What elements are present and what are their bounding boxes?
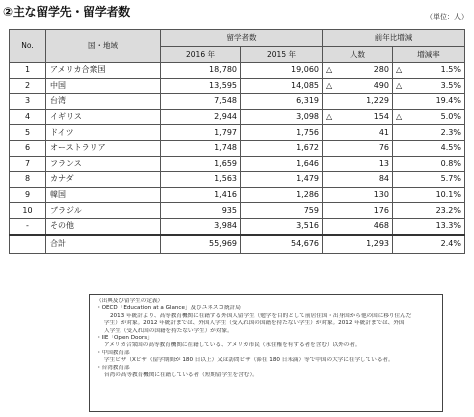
cell-rate — [393, 156, 465, 172]
cell-count — [323, 109, 393, 125]
cell-no: 3 — [10, 94, 46, 110]
total-row — [10, 235, 465, 254]
cell-country: その他 — [46, 218, 161, 234]
cell-no: 2 — [10, 78, 46, 94]
cell-2015: 1,756 — [241, 125, 323, 141]
note-line: 人学生（受入れ国の国籍を持たない学生）が対象。 — [104, 327, 233, 334]
cell-2015: 3,516 — [241, 218, 323, 234]
cell-count-sign: △ — [326, 112, 333, 122]
cell-no: 5 — [10, 125, 46, 141]
cell-rate — [393, 140, 465, 156]
cell-rate — [393, 187, 465, 203]
cell-2016: 1,416 — [161, 187, 241, 203]
cell-rate — [393, 172, 465, 188]
cell-2016: 7,548 — [161, 94, 241, 110]
cell-rate-value: 5.0% — [440, 112, 461, 122]
page-title: ②主な留学先・留学者数 — [3, 5, 130, 19]
header-2015: 2015 年 — [241, 47, 323, 63]
cell-count-sign: △ — [326, 65, 333, 75]
cell-no: 8 — [10, 172, 46, 188]
cell-2015: 759 — [241, 203, 323, 219]
cell-count-value: 13 — [378, 158, 389, 168]
cell-no: 7 — [10, 156, 46, 172]
total-label: 合計 — [46, 235, 161, 254]
cell-no: 1 — [10, 63, 46, 79]
cell-country: ブラジル — [46, 203, 161, 219]
cell-rate-sign: △ — [396, 80, 403, 90]
cell-country: イギリス — [46, 109, 161, 125]
cell-count — [323, 218, 393, 234]
note-line: 2013 年統計より、高等教育機関に在籍する外国人留学生（勉学を目的として前居住国・出身国から他の国に移り住んだ — [110, 312, 412, 319]
cell-no: 6 — [10, 140, 46, 156]
cell-country: オーストラリア — [46, 140, 161, 156]
header-rate: 増減率 — [393, 47, 465, 63]
cell-2016: 1,797 — [161, 125, 241, 141]
total-2015: 54,676 — [241, 235, 323, 254]
cell-rate-value: 3.5% — [440, 80, 461, 90]
cell-rate-value: 4.5% — [440, 143, 461, 153]
cell-rate — [393, 125, 465, 141]
cell-country: アメリカ合衆国 — [46, 63, 161, 79]
cell-rate-value: 13.3% — [435, 221, 461, 231]
cell-rate-value: 23.2% — [435, 205, 461, 215]
cell-count — [323, 94, 393, 110]
cell-rate-value: 10.1% — [435, 190, 461, 200]
table-row — [10, 218, 465, 234]
table-row — [10, 94, 465, 110]
header-students: 留学者数 — [161, 30, 323, 47]
cell-2015: 1,286 — [241, 187, 323, 203]
note-line: 台湾の高等教育機関に在籍している者（短期留学生を含む）。 — [104, 372, 258, 379]
cell-2016: 1,748 — [161, 140, 241, 156]
note-line: アメリカ合衆国の高等教育機関に在籍している、アメリカ市民（永住権を有する者を含む）以外の者。 — [104, 342, 361, 349]
table-row — [10, 125, 465, 141]
cell-rate-value: 19.4% — [435, 96, 461, 106]
note-line: ・IIE「Open Doors」 — [96, 335, 153, 342]
cell-no — [10, 235, 46, 254]
cell-count-value: 468 — [373, 221, 389, 231]
cell-2015: 6,319 — [241, 94, 323, 110]
cell-2016: 2,944 — [161, 109, 241, 125]
cell-rate — [393, 63, 465, 79]
cell-no: - — [10, 218, 46, 234]
note-line: 学生ビザ（Xビザ（留学期間が 180 日以上）又は訪問ビザ（滞在 180 日未満）等で中国の大学に在学している者。 — [104, 357, 394, 364]
total-rate: 2.4% — [393, 235, 465, 254]
cell-rate — [393, 78, 465, 94]
cell-rate-sign: △ — [396, 112, 403, 122]
note-line: ・OECD「Education at a Glance」及びユネスコ統計局 — [96, 305, 241, 312]
cell-2015: 3,098 — [241, 109, 323, 125]
cell-country: ドイツ — [46, 125, 161, 141]
cell-count-value: 154 — [373, 112, 389, 122]
cell-2016: 1,659 — [161, 156, 241, 172]
cell-count-value: 84 — [378, 174, 389, 184]
table-row — [10, 109, 465, 125]
cell-count — [323, 172, 393, 188]
cell-count-value: 76 — [378, 143, 389, 153]
header-no: No. — [10, 30, 46, 63]
cell-count-sign: △ — [326, 80, 333, 90]
header-country: 国・地域 — [46, 30, 161, 63]
cell-2015: 14,085 — [241, 78, 323, 94]
cell-rate — [393, 109, 465, 125]
header-change: 前年比増減 — [323, 30, 465, 47]
table-row — [10, 172, 465, 188]
table-row — [10, 187, 465, 203]
cell-2016: 18,780 — [161, 63, 241, 79]
cell-count-value: 176 — [373, 205, 389, 215]
cell-count-value: 280 — [373, 65, 389, 75]
cell-2015: 1,646 — [241, 156, 323, 172]
cell-2015: 1,672 — [241, 140, 323, 156]
cell-2016: 13,595 — [161, 78, 241, 94]
cell-2015: 1,479 — [241, 172, 323, 188]
cell-count — [323, 140, 393, 156]
cell-rate-value: 0.8% — [440, 158, 461, 168]
cell-no: 4 — [10, 109, 46, 125]
cell-country: カナダ — [46, 172, 161, 188]
unit-label: （単位：人） — [426, 13, 468, 21]
cell-country: 台湾 — [46, 94, 161, 110]
cell-rate-value: 1.5% — [440, 65, 461, 75]
table-row — [10, 156, 465, 172]
source-notes — [89, 294, 443, 412]
cell-count — [323, 78, 393, 94]
total-count: 1,293 — [323, 235, 393, 254]
header-2016: 2016 年 — [161, 47, 241, 63]
note-line: ・台湾教育部 — [96, 364, 130, 371]
cell-count-value: 130 — [373, 190, 389, 200]
note-line: 学生）が対象。2012 年統計までは、外国人学生（受入れ国の国籍を持たない学生）が対象。2012 年統計までは、外国 — [104, 320, 405, 327]
cell-rate-sign: △ — [396, 65, 403, 75]
cell-count — [323, 63, 393, 79]
cell-rate — [393, 94, 465, 110]
students-table — [9, 29, 465, 254]
cell-country: 韓国 — [46, 187, 161, 203]
table-row — [10, 140, 465, 156]
note-line: ・中国教育部 — [96, 349, 130, 356]
cell-count — [323, 156, 393, 172]
total-2016: 55,969 — [161, 235, 241, 254]
cell-rate — [393, 203, 465, 219]
cell-count — [323, 203, 393, 219]
cell-count-value: 1,229 — [366, 96, 389, 106]
cell-2016: 3,984 — [161, 218, 241, 234]
cell-2016: 1,563 — [161, 172, 241, 188]
cell-rate — [393, 218, 465, 234]
table-row — [10, 63, 465, 79]
table-row — [10, 78, 465, 94]
cell-2015: 19,060 — [241, 63, 323, 79]
cell-country: 中国 — [46, 78, 161, 94]
cell-count-value: 490 — [373, 80, 389, 90]
cell-count-value: 41 — [378, 127, 389, 137]
cell-count — [323, 187, 393, 203]
cell-country: フランス — [46, 156, 161, 172]
cell-2016: 935 — [161, 203, 241, 219]
note-line: （出典及び留学生の定義） — [96, 298, 164, 304]
cell-count — [323, 125, 393, 141]
header-count: 人数 — [323, 47, 393, 63]
cell-no: 9 — [10, 187, 46, 203]
table-row — [10, 203, 465, 219]
cell-rate-value: 5.7% — [440, 174, 461, 184]
cell-no: 10 — [10, 203, 46, 219]
cell-rate-value: 2.3% — [440, 127, 461, 137]
